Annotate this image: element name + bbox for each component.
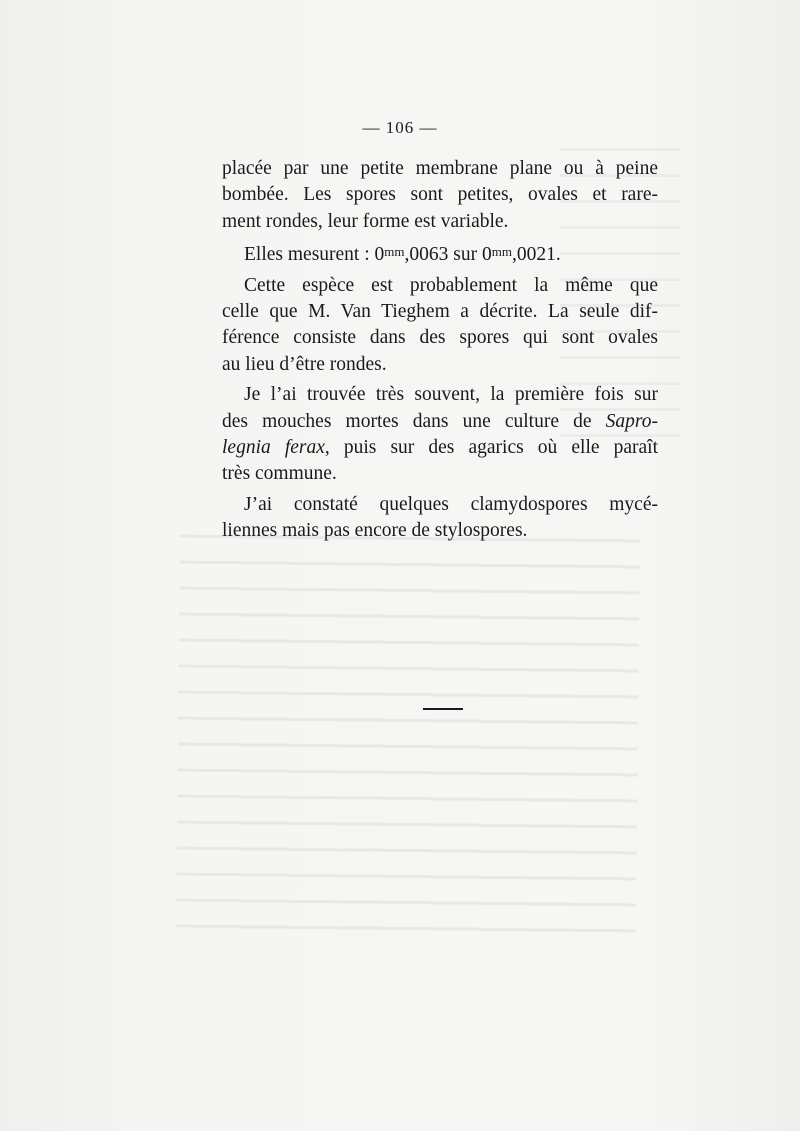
unit-superscript: mm xyxy=(491,244,512,260)
text-line: Cette espèce est probablement la même que xyxy=(244,274,658,296)
text-line: férence consiste dans des spores qui sont ovales xyxy=(222,327,658,349)
species-name: legnia ferax xyxy=(222,437,325,459)
species-name: Sapro- xyxy=(605,410,658,432)
text-line: Je l’ai trouvée très souvent, la première fois sur xyxy=(244,384,658,406)
text-span: Elles mesurent : 0 xyxy=(244,244,385,266)
text-line: au lieu d’être rondes. xyxy=(222,353,387,375)
text-span: , puis sur des agarics où elle paraît xyxy=(324,437,658,459)
bleed-through-text xyxy=(176,518,640,943)
text-line xyxy=(222,409,658,435)
measurement-line xyxy=(222,239,658,268)
text-line: liennes mais pas encore de stylospores. xyxy=(222,520,528,542)
body-text xyxy=(222,156,658,545)
text-span: des mouches mortes dans une culture de xyxy=(222,410,606,432)
unit-superscript: mm xyxy=(384,244,405,260)
text-line xyxy=(222,435,658,461)
text-span: ,0021. xyxy=(511,244,561,266)
text-line: celle que M. Van Tieghem a décrite. La seule dif- xyxy=(222,301,658,323)
text-span: ,0063 sur 0 xyxy=(404,244,492,266)
text-line: bombée. Les spores sont petites, ovales et rare- xyxy=(222,184,658,206)
page-number: — 106 — xyxy=(362,118,438,137)
text-line: très commune. xyxy=(222,463,337,485)
text-line: ment rondes, leur forme est variable. xyxy=(222,210,509,232)
text-line: placée par une petite membrane plane ou à peine xyxy=(222,158,658,179)
text-line: J’ai constaté quelques clamydospores mycé- xyxy=(244,493,658,515)
section-rule xyxy=(423,708,463,710)
